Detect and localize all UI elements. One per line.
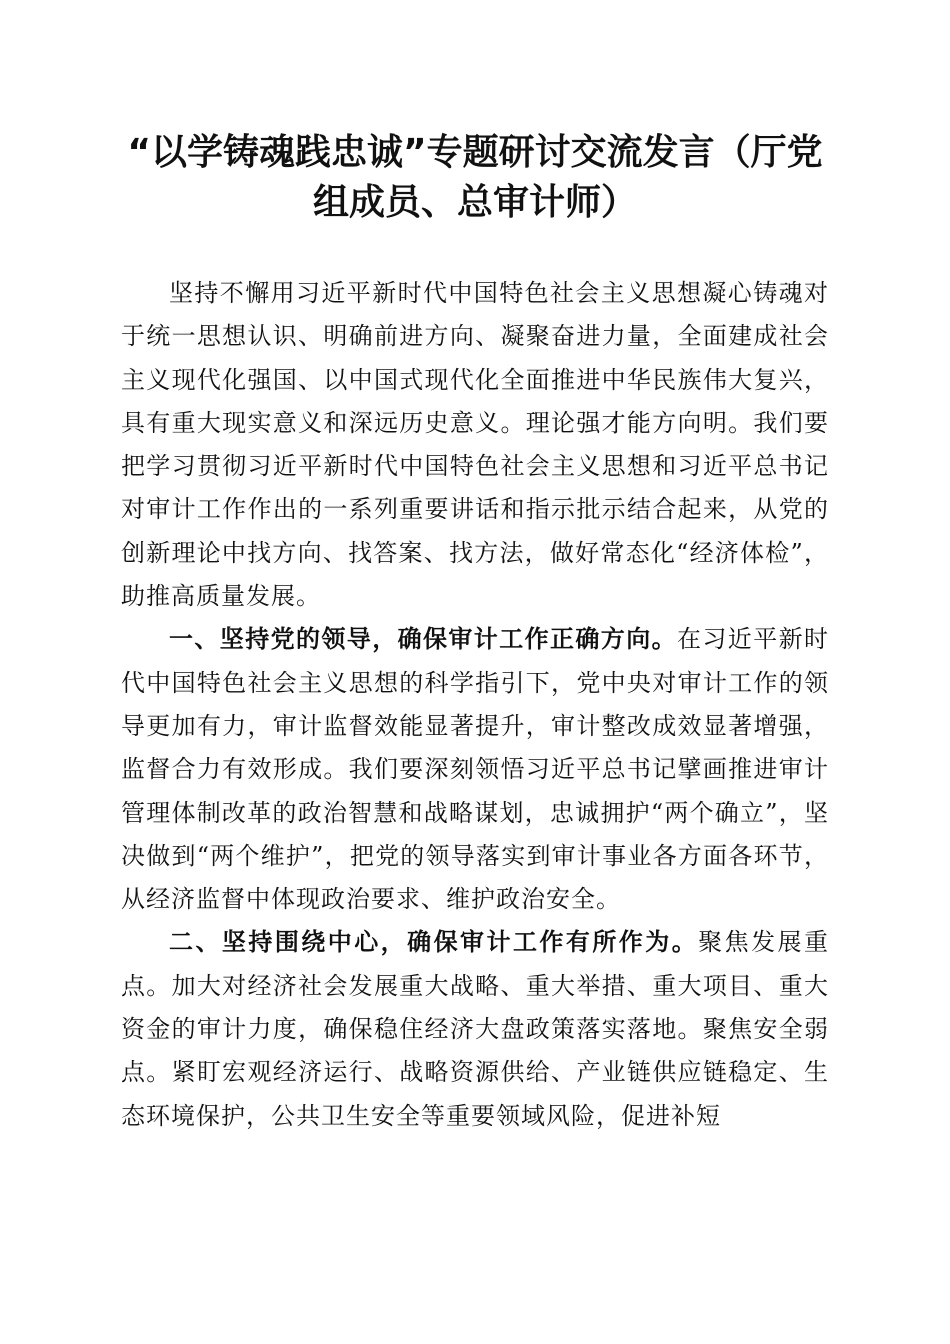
section-heading: 一、坚持党的领导，确保审计工作正确方向。 [169,625,677,654]
document-body [121,272,829,1138]
paragraph-section-1 [121,618,829,921]
paragraph-text: 聚焦发展重点。加大对经济社会发展重大战略、重大举措、重大项目、重大资金的审计力度，确保稳住经济大盘政策落实落地。聚焦安全弱点。紧盯宏观经济运行、战略资源供给、产业链供应链稳定、生态环境保护，公共卫生安全等重要领域风险，促进补短 [121,928,830,1130]
paragraph-text: 坚持不懈用习近平新时代中国特色社会主义思想凝心铸魂对于统一思想认识、明确前进方向、凝聚奋进力量，全面建成社会主义现代化强国、以中国式现代化全面推进中华民族伟大复兴，具有重大现实意义和深远历史意义。理论强才能方向明。我们要把学习贯彻习近平新时代中国特色社会主义思想和习近平总书记对审计工作作出的一系列重要讲话和指示批示结合起来，从党的创新理论中找方向、找答案、找方法，做好常态化“经济体检”，助推高质量发展。 [121,279,829,611]
paragraph-section-2 [121,921,829,1137]
paragraph-intro [121,272,829,618]
document-title [100,128,850,228]
title-line-2: 组成员、总审计师） [312,182,637,223]
paragraph-text: 在习近平新时代中国特色社会主义思想的科学指引下，党中央对审计工作的领导更加有力，审计监督效能显著提升，审计整改成效显著增强，监督合力有效形成。我们要深刻领悟习近平总书记擘画推进审计管理体制改革的政治智慧和战略谋划，忠诚拥护“两个确立”，坚决做到“两个维护”，把党的领导落实到审计事业各方面各环节，从经济监督中体现政治要求、维护政治安全。 [121,625,829,914]
title-line-1: “以学铸魂践忠诚”专题研讨交流发言（厅党 [127,132,823,173]
section-heading: 二、坚持围绕中心，确保审计工作有所作为。 [169,928,699,957]
